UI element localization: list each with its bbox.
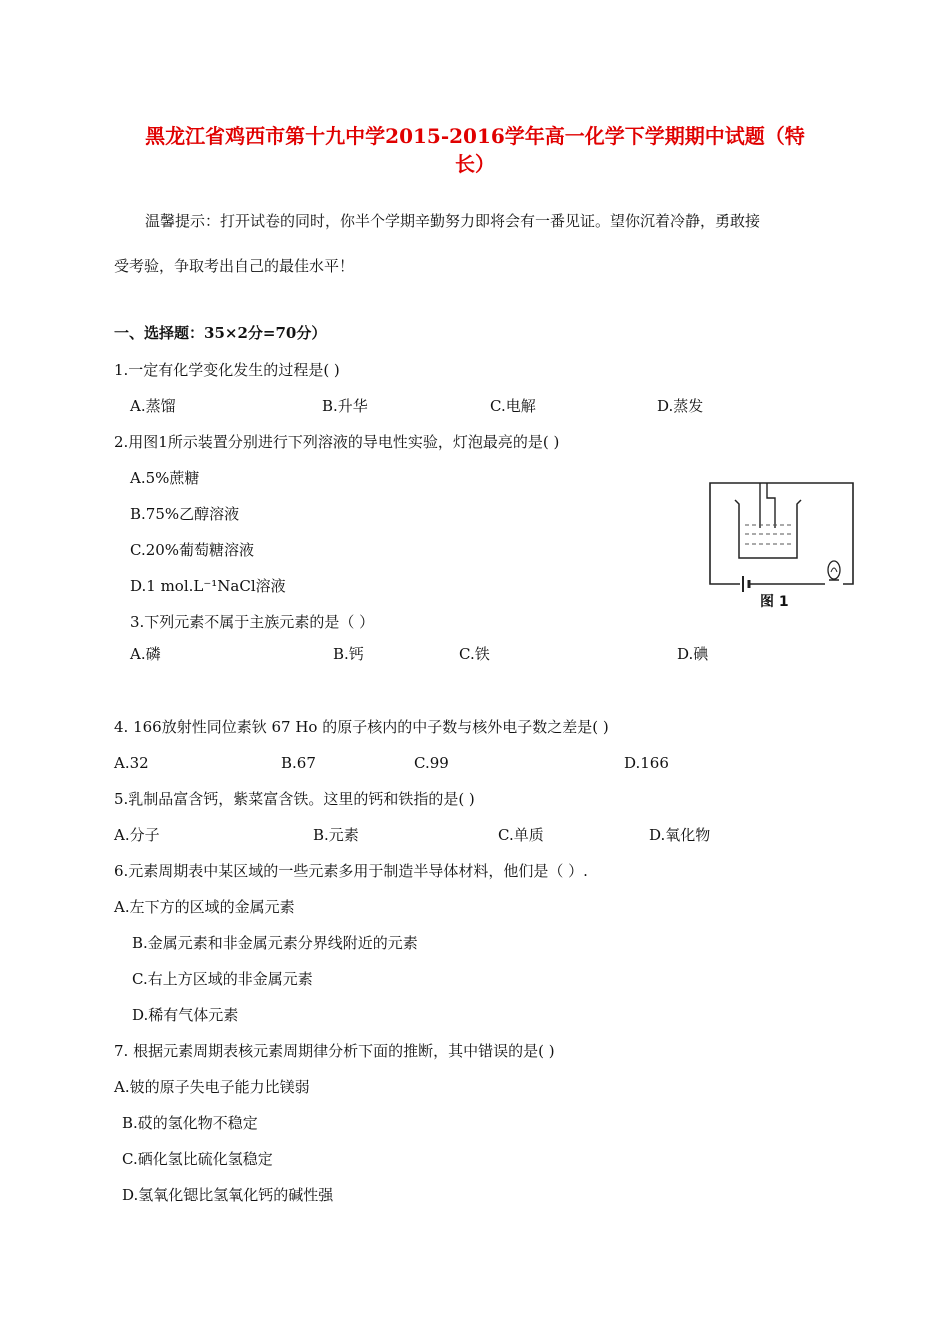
- tip-line-1: 温馨提示：打开试卷的同时，你半个学期辛勤努力即将会有一番见证。望你沉着冷静，勇敢接: [145, 212, 761, 230]
- q4-option-a: A.32: [114, 754, 149, 772]
- figure-1-caption: 图 1: [760, 594, 789, 610]
- q5-option-a: A.分子: [114, 826, 160, 844]
- q2-option-d: D.1 mol.L⁻¹NaCl溶液: [130, 577, 286, 595]
- q7-option-a: A.铍的原子失电子能力比镁弱: [114, 1078, 310, 1096]
- question-3-stem: 3.下列元素不属于主族元素的是（ ）: [130, 613, 375, 631]
- q4-option-c: C.99: [414, 754, 449, 772]
- q6-option-b: B.金属元素和非金属元素分界线附近的元素: [132, 934, 418, 952]
- q1-option-b: B.升华: [322, 397, 368, 415]
- figure-1-conductivity-apparatus: [705, 480, 855, 610]
- q3-option-d: D.碘: [677, 645, 709, 663]
- q5-option-d: D.氧化物: [649, 826, 711, 844]
- beaker: [735, 500, 801, 558]
- question-6-stem: 6.元素周期表中某区域的一些元素多用于制造半导体材料，他们是（ ）.: [114, 862, 588, 880]
- question-2-stem: 2.用图1所示装置分别进行下列溶液的导电性实验，灯泡最亮的是( ): [114, 433, 560, 451]
- q5-option-b: B.元素: [313, 826, 359, 844]
- q6-option-a: A.左下方的区域的金属元素: [114, 898, 295, 916]
- q2-option-b: B.75%乙醇溶液: [130, 505, 240, 523]
- q2-option-c: C.20%葡萄糖溶液: [130, 541, 255, 559]
- section-heading: 一、选择题：35×2分=70分）: [114, 324, 327, 342]
- question-1-stem: 1.一定有化学变化发生的过程是( ): [114, 361, 340, 379]
- q7-option-b: B.砹的氢化物不稳定: [122, 1114, 258, 1132]
- q7-option-d: D.氢氧化锶比氢氧化钙的碱性强: [122, 1186, 334, 1204]
- q7-option-c: C.硒化氢比硫化氢稳定: [122, 1150, 273, 1168]
- question-7-stem: 7. 根据元素周期表核元素周期律分析下面的推断，其中错误的是( ): [114, 1042, 555, 1060]
- q1-option-d: D.蒸发: [657, 397, 704, 415]
- q1-option-a: A.蒸馏: [130, 397, 176, 415]
- question-4-stem: 4. 166放射性同位素钬 67 Ho 的原子核内的中子数与核外电子数之差是( ): [114, 718, 609, 736]
- q1-option-c: C.电解: [490, 397, 536, 415]
- exam-title: [110, 122, 840, 178]
- q4-option-b: B.67: [281, 754, 316, 772]
- q4-option-d: D.166: [624, 754, 669, 772]
- q2-option-a: A.5%蔗糖: [130, 469, 200, 487]
- bulb-filament: [831, 568, 837, 572]
- q3-option-a: A.磷: [130, 645, 161, 663]
- q5-option-c: C.单质: [498, 826, 544, 844]
- title-line-2: 长）: [455, 152, 495, 176]
- light-bulb-icon: [828, 561, 840, 579]
- q6-option-d: D.稀有气体元素: [132, 1006, 239, 1024]
- q6-option-c: C.右上方区域的非金属元素: [132, 970, 313, 988]
- q3-option-b: B.钙: [333, 645, 364, 663]
- q3-option-c: C.铁: [459, 645, 490, 663]
- question-5-stem: 5.乳制品富含钙，紫菜富含铁。这里的钙和铁指的是( ): [114, 790, 475, 808]
- electrode-right: [767, 483, 775, 528]
- tip-line-2: 受考验，争取考出自己的最佳水平！: [114, 257, 355, 275]
- title-line-1: 黑龙江省鸡西市第十九中学2015-2016学年高一化学下学期期中试题（特: [145, 124, 805, 148]
